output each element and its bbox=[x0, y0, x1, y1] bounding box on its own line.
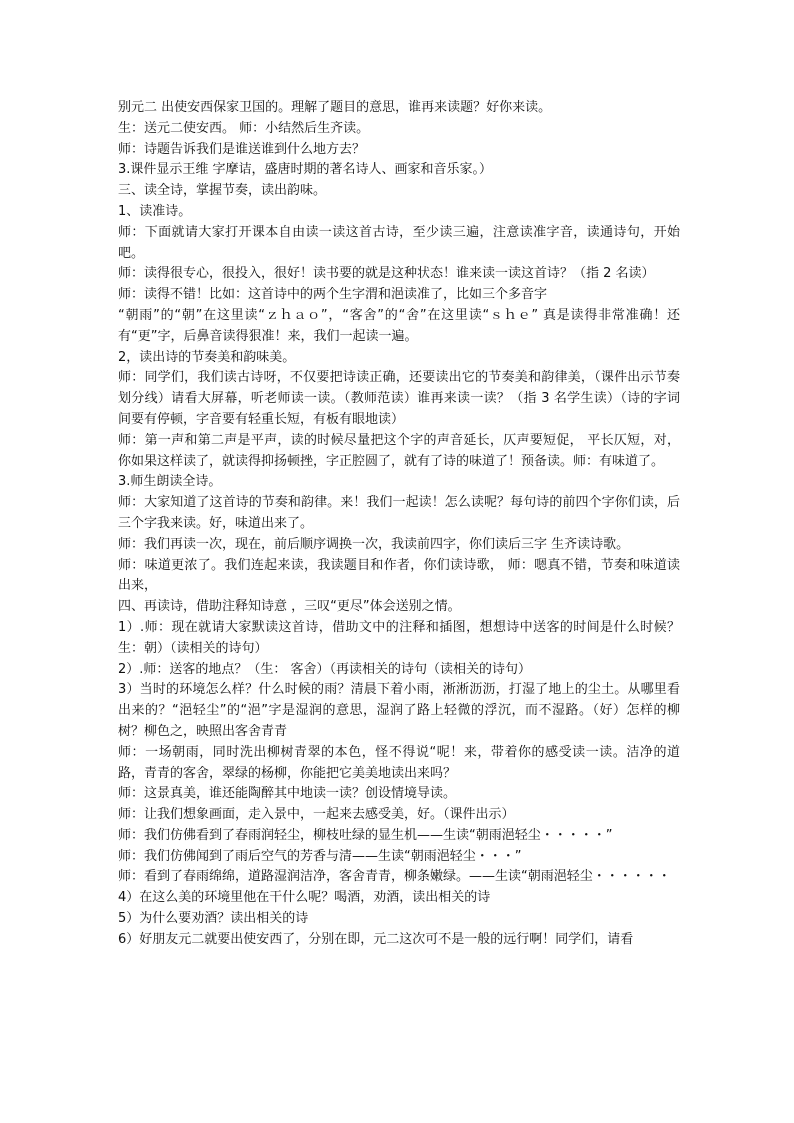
paragraph: 师：我们仿佛闻到了雨后空气的芳香与清——生读“朝雨浥轻尘・・・” bbox=[118, 848, 522, 864]
paragraph: 6）好朋友元二就要出使安西了，分别在即，元二这次可不是一般的远行啊！同学们，请看 bbox=[118, 931, 634, 947]
paragraph: 生：送元二使安西。 师：小结然后生齐读。 bbox=[118, 120, 370, 136]
paragraph: 3.课件显示王维 字摩诘，盛唐时期的著名诗人、画家和音乐家。） bbox=[118, 162, 493, 178]
document-body bbox=[118, 98, 680, 951]
paragraph: 5）为什么要劝酒？读出相关的诗 bbox=[118, 911, 309, 927]
subsection-heading: 2，读出诗的节奏美和韵味美。 bbox=[118, 349, 296, 365]
subsection-heading: 1、读准诗。 bbox=[118, 203, 192, 219]
subsection-heading: 3.师生朗读全诗。 bbox=[118, 474, 222, 490]
paragraph: 师：第一声和第二声是平声，读的时候尽量把这个字的声音延长，仄声要短促， 平长仄短，对，你如果这样读了，就读得抑扬顿挫，字正腔圆了，就有了诗的味道了！预备读。师：有味道了。 bbox=[118, 432, 680, 469]
paragraph: 2）.师：送客的地点？（生： 客舍）（再读相关的诗句（读相关的诗句） bbox=[118, 661, 532, 677]
paragraph: 师：这景真美，谁还能陶醉其中地读一读？创设情境导读。 bbox=[118, 786, 457, 802]
section-heading: 三、读全诗，掌握节奏，读出韵味。 bbox=[118, 183, 327, 199]
paragraph: 师：我们再读一次，现在，前后顺序调换一次，我读前四字，你们读后三字 生齐读诗歌。 bbox=[118, 536, 630, 552]
paragraph: 1）.师：现在就请大家默读这首诗，借助文中的注释和插图，想想诗中送客的时间是什么时候？生：朝）（读相关的诗句） bbox=[118, 619, 680, 656]
paragraph: 师：看到了春雨绵绵，道路湿润洁净，客舍青青，柳条嫩绿。——生读“朝雨浥轻尘・・・・・・ bbox=[118, 869, 671, 885]
paragraph: 师：我们仿佛看到了春雨润轻尘，柳枝吐绿的显生机——生读“朝雨浥轻尘・・・・・” bbox=[118, 827, 613, 843]
paragraph: 师：读得不错！比如：这首诗中的两个生字渭和浥读准了，比如三个多音字 bbox=[118, 287, 548, 303]
paragraph: 别元二 出使安西保家卫国的。理解了题目的意思，谁再来读题？好你来读。 bbox=[118, 100, 552, 115]
paragraph: 师：下面就请大家打开课本自由读一读这首古诗，至少读三遍，注意读准字音，读通诗句，开始吧。 bbox=[118, 224, 680, 261]
section-heading: 四、再读诗，借助注释知诗意 ，三叹“更尽”体会送别之情。 bbox=[118, 599, 461, 615]
paragraph: 师：同学们，我们读古诗呀，不仅要把诗读正确，还要读出它的节奏美和韵律美，（课件出示节奏划分线）请看大屏幕，听老师读一读。（教师范读）谁再来读一读？（指 3 名学生读）（诗的字词间要有停顿，字音要有轻重长短，有板有眼地读） bbox=[118, 370, 680, 427]
paragraph: 师：诗题告诉我们是谁送谁到什么地方去？ bbox=[118, 141, 366, 157]
paragraph: 3）当时的环境怎么样？什么时候的雨？清晨下着小雨，淅淅沥沥，打湿了地上的尘土。从哪里看出来的？“浥轻尘”的“浥”字是湿润的意思，湿润了路上轻微的浮沉，而不湿路。（好）怎样的柳树？柳色之，映照出客舍青青 bbox=[118, 682, 680, 739]
paragraph: 师：让我们想象画面，走入景中，一起来去感受美，好。（课件出示） bbox=[118, 807, 515, 823]
paragraph: 师：一场朝雨，同时洗出柳树青翠的本色，怪不得说“呢！来，带着你的感受读一读。洁净的道路，青青的客舍，翠绿的杨柳，你能把它美美地读出来吗？ bbox=[118, 744, 680, 781]
paragraph: 师：读得很专心，很投入，很好！读书要的就是这种状态！谁来读一读这首诗？（指 2 名读） bbox=[118, 266, 655, 282]
paragraph: “朝雨”的“朝”在这里读“ｚｈａｏ”，“客舍”的“舍”在这里读“ｓｈｅ” 真是读得非常准确！还有“更”字，后鼻音读得狠准！来，我们一起读一遍。 bbox=[118, 307, 680, 344]
paragraph: 4）在这么美的环境里他在干什么呢？喝酒，劝酒，读出相关的诗 bbox=[118, 890, 491, 906]
paragraph: 师：大家知道了这首诗的节奏和韵律。来！我们一起读！怎么读呢？每句诗的前四个字你们读，后三个字我来读。好，味道出来了。 bbox=[118, 495, 680, 531]
paragraph: 师：味道更浓了。我们连起来读，我读题目和作者，你们读诗歌， 师：嗯真不错，节奏和味道读出来， bbox=[118, 557, 680, 594]
